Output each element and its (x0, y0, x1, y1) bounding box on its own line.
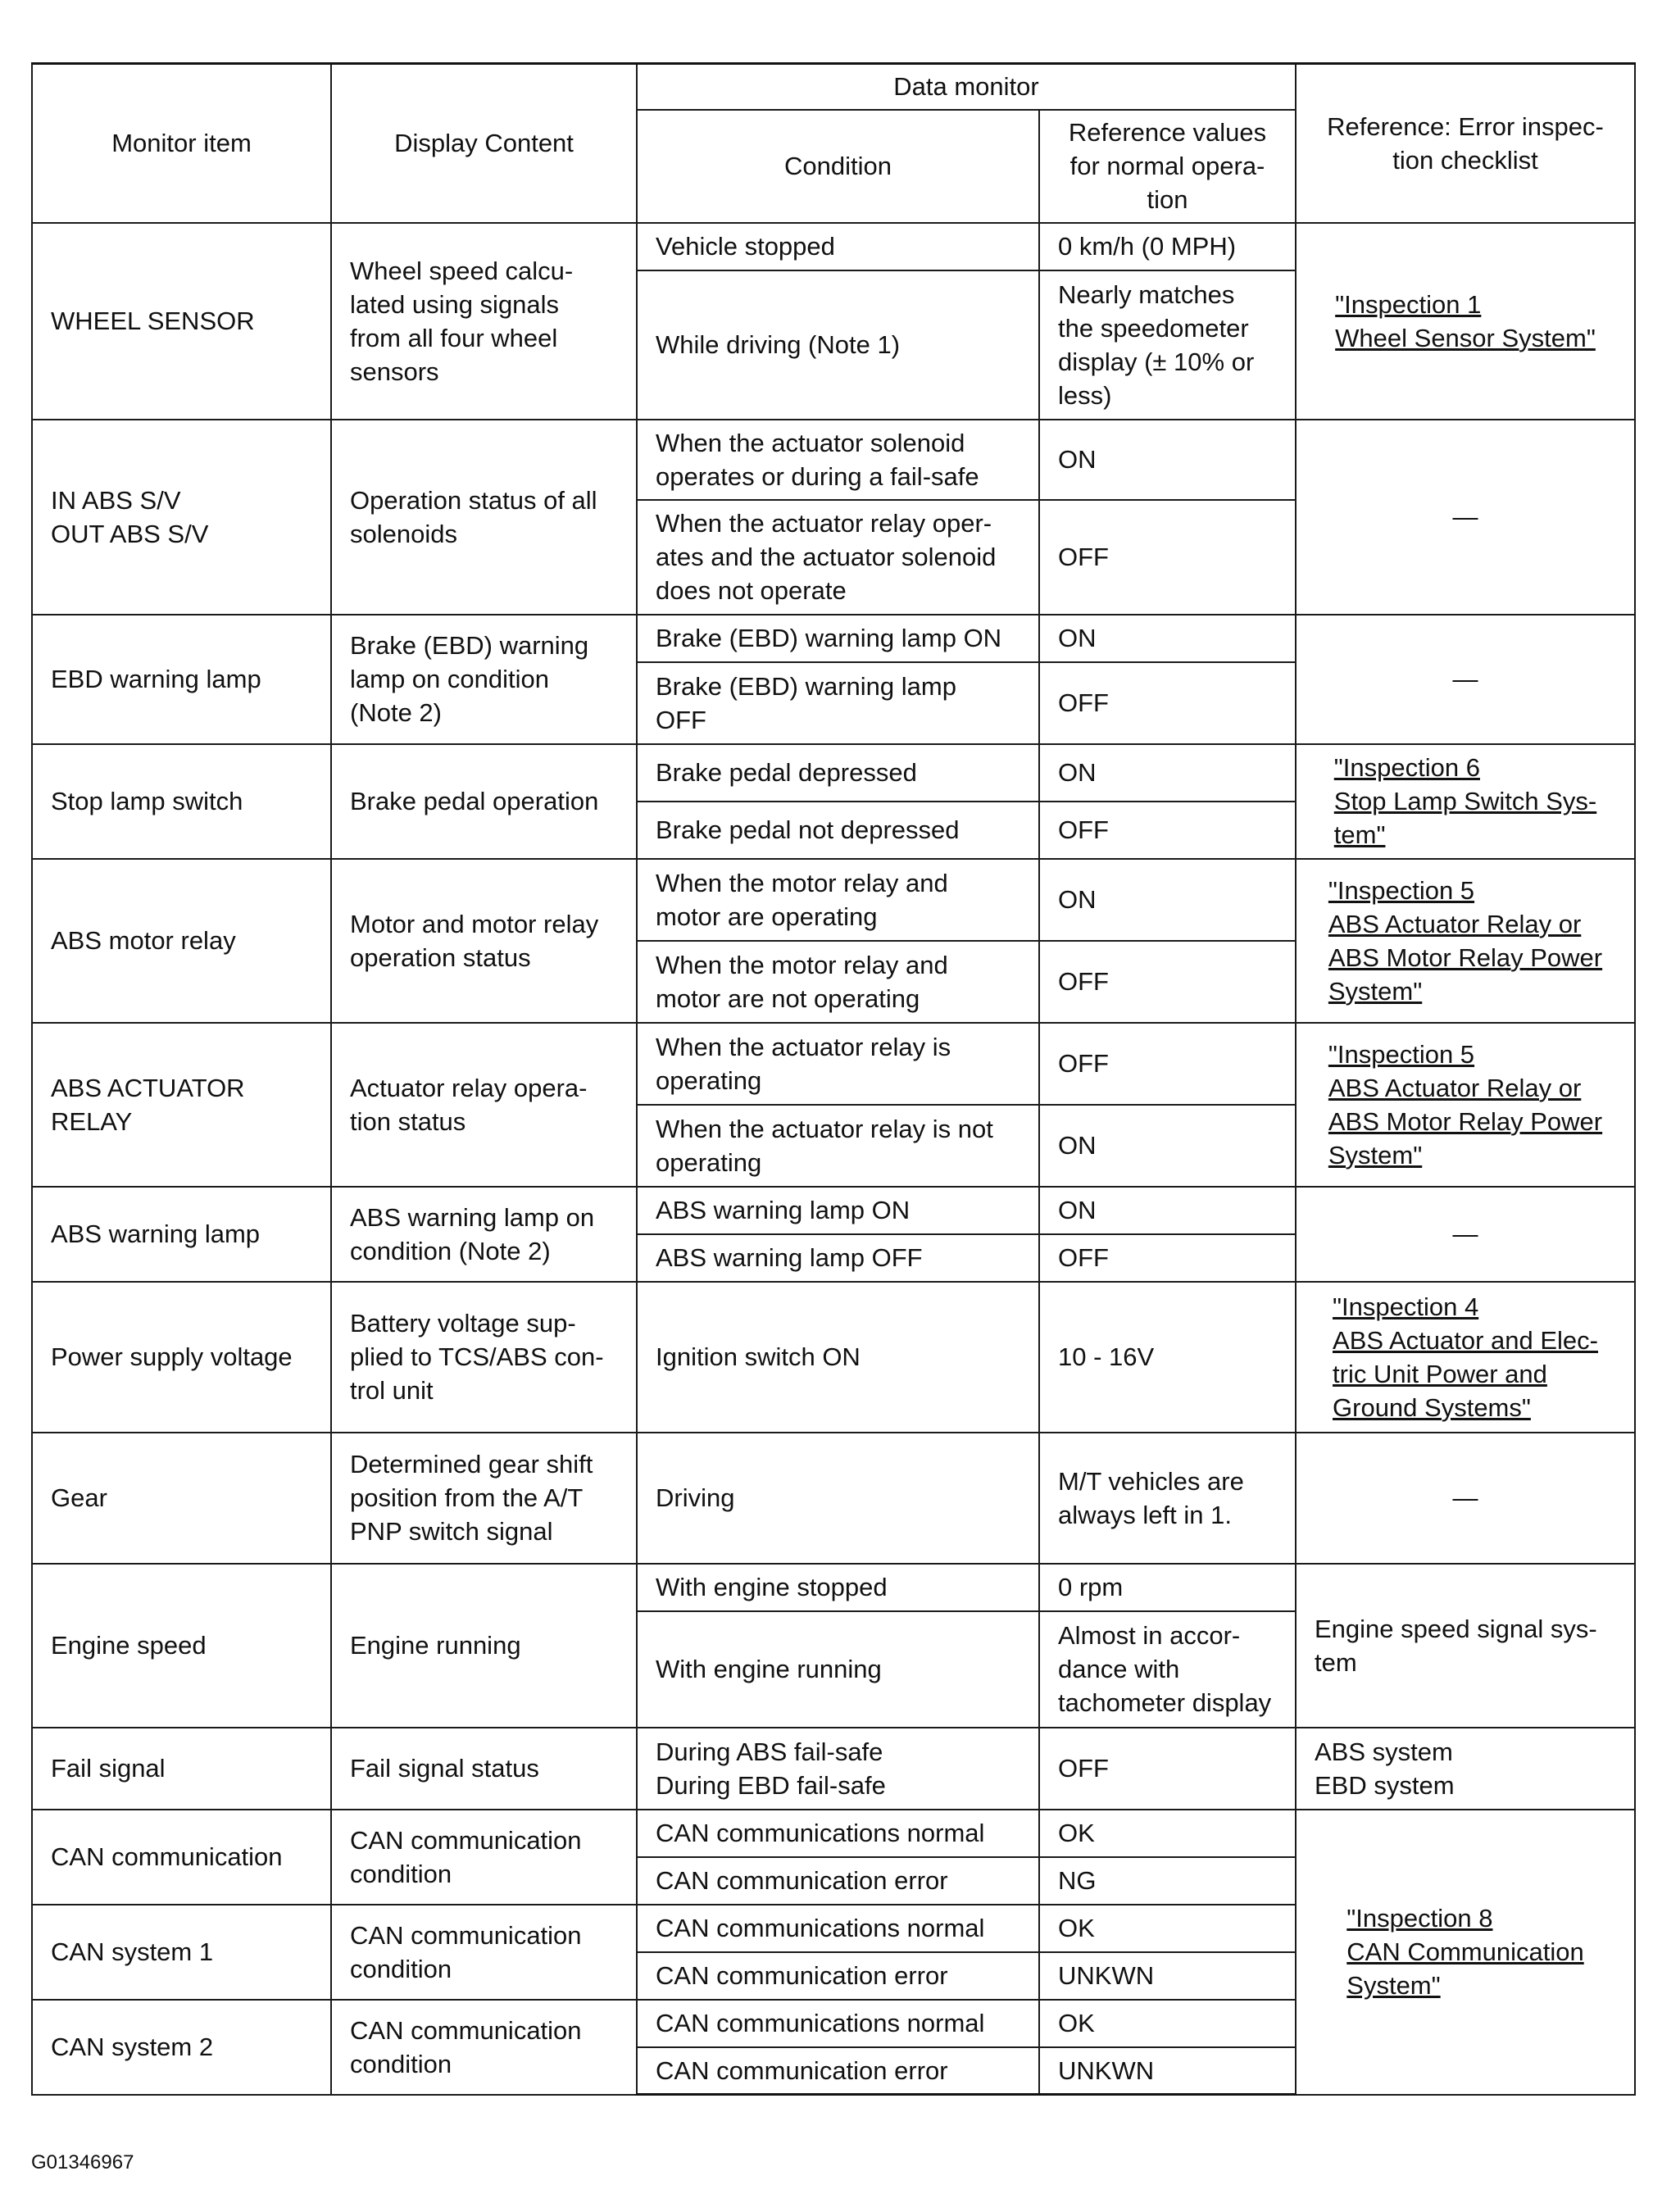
reference-value-cell: 10 - 16V (1039, 1282, 1296, 1433)
header-reference-checklist: Reference: Error inspec- tion checklist (1296, 64, 1635, 223)
reference-checklist-cell (1296, 1282, 1635, 1433)
reference-value-cell: Nearly matches the speedometer display (± 10% or less) (1039, 270, 1296, 420)
reference-value-cell: UNKWN (1039, 2047, 1296, 2095)
display-content-cell: Fail signal status (331, 1728, 637, 1810)
monitor-item-cell: ABS motor relay (32, 859, 331, 1023)
no-reference-dash: — (1452, 502, 1478, 531)
reference-value-cell: ON (1039, 615, 1296, 662)
reference-checklist-cell (1296, 1728, 1635, 1810)
reference-checklist-cell (1296, 420, 1635, 615)
condition-cell: CAN communications normal (637, 2000, 1039, 2047)
reference-value-cell: 0 rpm (1039, 1564, 1296, 1611)
table-header (32, 64, 1635, 223)
condition-cell: Brake (EBD) warning lamp ON (637, 615, 1039, 662)
display-content-cell: Determined gear shift position from the A/T PNP switch signal (331, 1433, 637, 1564)
condition-cell: CAN communications normal (637, 1905, 1039, 1952)
header-data-monitor: Data monitor (637, 64, 1296, 110)
inspection-link[interactable]: "Inspection 6 Stop Lamp Switch Sys- tem" (1333, 753, 1597, 849)
table-row (32, 1433, 1635, 1564)
monitor-item-cell: CAN communication (32, 1810, 331, 1905)
data-monitor-table-sheet (31, 62, 1634, 2096)
reference-checklist-cell (1296, 1810, 1635, 2095)
condition-cell: Ignition switch ON (637, 1282, 1039, 1433)
display-content-cell: Brake (EBD) warning lamp on condition (Note 2) (331, 615, 637, 744)
reference-checklist-cell (1296, 1023, 1635, 1187)
condition-cell: CAN communication error (637, 1952, 1039, 2000)
inspection-link[interactable]: "Inspection 4 ABS Actuator and Elec- tric Unit Power and Ground Systems" (1333, 1292, 1598, 1422)
header-display-content: Display Content (331, 64, 637, 223)
table-row (32, 1728, 1635, 1810)
reference-value-cell: ON (1039, 744, 1296, 802)
display-content-cell: Motor and motor relay operation status (331, 859, 637, 1023)
condition-cell: ABS warning lamp OFF (637, 1234, 1039, 1282)
monitor-item-cell: IN ABS S/V OUT ABS S/V (32, 420, 331, 615)
table-row (32, 1282, 1635, 1433)
reference-text: ABS system EBD system (1315, 1737, 1455, 1800)
reference-value-cell: ON (1039, 859, 1296, 941)
condition-cell: Brake (EBD) warning lamp OFF (637, 662, 1039, 744)
monitor-item-cell: Fail signal (32, 1728, 331, 1810)
condition-cell: Vehicle stopped (637, 223, 1039, 270)
data-monitor-table (31, 62, 1636, 2096)
reference-value-cell: ON (1039, 420, 1296, 500)
table-row (32, 1564, 1635, 1611)
header-reference-values: Reference values for normal opera- tion (1039, 110, 1296, 223)
table-row (32, 1810, 1635, 1857)
condition-cell: When the actuator solenoid operates or during a fail-safe (637, 420, 1039, 500)
monitor-item-cell: Gear (32, 1433, 331, 1564)
monitor-item-cell: WHEEL SENSOR (32, 223, 331, 420)
no-reference-dash: — (1452, 1483, 1478, 1512)
reference-value-cell: OFF (1039, 802, 1296, 859)
reference-checklist-cell (1296, 1433, 1635, 1564)
reference-value-cell: 0 km/h (0 MPH) (1039, 223, 1296, 270)
figure-code: G01346967 (31, 2151, 134, 2173)
display-content-cell: Engine running (331, 1564, 637, 1728)
monitor-item-cell: CAN system 1 (32, 1905, 331, 2000)
condition-cell: When the actuator relay oper- ates and the actuator solenoid does not operate (637, 500, 1039, 615)
display-content-cell: Brake pedal operation (331, 744, 637, 859)
table-row (32, 420, 1635, 500)
display-content-cell: Operation status of all solenoids (331, 420, 637, 615)
display-content-cell: CAN communication condition (331, 2000, 637, 2095)
monitor-item-cell: Stop lamp switch (32, 744, 331, 859)
table-row (32, 859, 1635, 941)
reference-value-cell: UNKWN (1039, 1952, 1296, 2000)
reference-checklist-cell (1296, 615, 1635, 744)
table-body (32, 223, 1635, 2095)
condition-cell: When the actuator relay is operating (637, 1023, 1039, 1105)
inspection-link[interactable]: "Inspection 5 ABS Actuator Relay or ABS Motor Relay Power System" (1328, 875, 1603, 1006)
condition-cell: When the actuator relay is not operating (637, 1105, 1039, 1187)
header-monitor-item: Monitor item (32, 64, 331, 223)
condition-cell: CAN communications normal (637, 1810, 1039, 1857)
monitor-item-cell: ABS ACTUATOR RELAY (32, 1023, 331, 1187)
reference-value-cell: ON (1039, 1105, 1296, 1187)
table-row (32, 1023, 1635, 1105)
inspection-link[interactable]: "Inspection 8 CAN Communication System" (1346, 1904, 1584, 2000)
reference-value-cell: OK (1039, 2000, 1296, 2047)
display-content-cell: Battery voltage sup- plied to TCS/ABS con- trol unit (331, 1282, 637, 1433)
condition-cell: CAN communication error (637, 1857, 1039, 1905)
condition-cell: While driving (Note 1) (637, 270, 1039, 420)
reference-value-cell: OK (1039, 1810, 1296, 1857)
reference-value-cell: OFF (1039, 500, 1296, 615)
reference-checklist-cell (1296, 223, 1635, 420)
table-row (32, 1187, 1635, 1234)
display-content-cell: ABS warning lamp on condition (Note 2) (331, 1187, 637, 1282)
header-condition: Condition (637, 110, 1039, 223)
condition-cell: When the motor relay and motor are operating (637, 859, 1039, 941)
reference-value-cell: OFF (1039, 941, 1296, 1023)
monitor-item-cell: Engine speed (32, 1564, 331, 1728)
condition-cell: CAN communication error (637, 2047, 1039, 2095)
table-row (32, 615, 1635, 662)
inspection-link[interactable]: "Inspection 1 Wheel Sensor System" (1335, 289, 1596, 352)
reference-text: Engine speed signal sys- tem (1315, 1614, 1597, 1677)
reference-value-cell: OK (1039, 1905, 1296, 1952)
display-content-cell: Wheel speed calcu- lated using signals from all four wheel sensors (331, 223, 637, 420)
reference-checklist-cell (1296, 1564, 1635, 1728)
reference-value-cell: NG (1039, 1857, 1296, 1905)
condition-cell: Brake pedal not depressed (637, 802, 1039, 859)
monitor-item-cell: ABS warning lamp (32, 1187, 331, 1282)
reference-value-cell: OFF (1039, 1728, 1296, 1810)
condition-cell: With engine stopped (637, 1564, 1039, 1611)
reference-value-cell: OFF (1039, 1234, 1296, 1282)
reference-value-cell: M/T vehicles are always left in 1. (1039, 1433, 1296, 1564)
reference-checklist-cell (1296, 1187, 1635, 1282)
no-reference-dash: — (1452, 1220, 1478, 1248)
display-content-cell: Actuator relay opera- tion status (331, 1023, 637, 1187)
table-row (32, 744, 1635, 802)
reference-value-cell: Almost in accor- dance with tachometer display (1039, 1611, 1296, 1728)
condition-cell: When the motor relay and motor are not operating (637, 941, 1039, 1023)
inspection-link[interactable]: "Inspection 5 ABS Actuator Relay or ABS Motor Relay Power System" (1328, 1039, 1603, 1170)
reference-checklist-cell (1296, 859, 1635, 1023)
display-content-cell: CAN communication condition (331, 1810, 637, 1905)
reference-value-cell: ON (1039, 1187, 1296, 1234)
table-row (32, 223, 1635, 270)
no-reference-dash: — (1452, 665, 1478, 693)
condition-cell: ABS warning lamp ON (637, 1187, 1039, 1234)
reference-checklist-cell (1296, 744, 1635, 859)
condition-cell: Driving (637, 1433, 1039, 1564)
condition-cell: With engine running (637, 1611, 1039, 1728)
monitor-item-cell: EBD warning lamp (32, 615, 331, 744)
monitor-item-cell: CAN system 2 (32, 2000, 331, 2095)
reference-value-cell: OFF (1039, 1023, 1296, 1105)
display-content-cell: CAN communication condition (331, 1905, 637, 2000)
condition-cell: During ABS fail-safe During EBD fail-safe (637, 1728, 1039, 1810)
monitor-item-cell: Power supply voltage (32, 1282, 331, 1433)
reference-value-cell: OFF (1039, 662, 1296, 744)
condition-cell: Brake pedal depressed (637, 744, 1039, 802)
